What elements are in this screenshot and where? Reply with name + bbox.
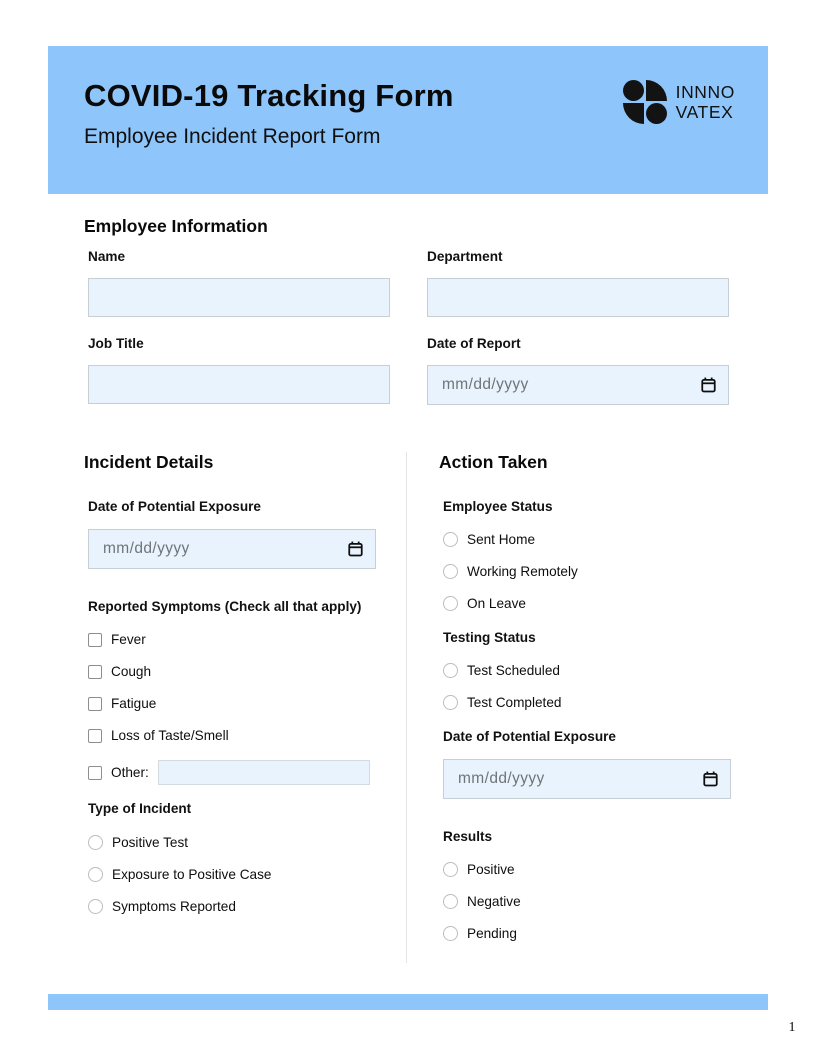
testing-status-label: Testing Status bbox=[443, 630, 536, 645]
testing-status-radio[interactable] bbox=[443, 695, 458, 710]
date-of-report-input[interactable] bbox=[427, 365, 729, 405]
employee-status-radio-group bbox=[443, 532, 731, 611]
department-field-block bbox=[427, 250, 729, 317]
employee-status-radio-row[interactable] bbox=[443, 596, 731, 611]
results-option-label: Positive bbox=[467, 862, 515, 877]
incident-details-heading: Incident Details bbox=[84, 452, 214, 472]
results-radio[interactable] bbox=[443, 862, 458, 877]
employee-information-grid bbox=[88, 250, 729, 405]
symptom-checkbox-row[interactable] bbox=[88, 632, 376, 647]
testing-status-option-label: Test Completed bbox=[467, 695, 562, 710]
results-radio[interactable] bbox=[443, 894, 458, 909]
symptom-checkbox[interactable] bbox=[88, 665, 102, 679]
incident-type-radio[interactable] bbox=[88, 899, 103, 914]
symptom-checkbox-row[interactable] bbox=[88, 664, 376, 679]
date-of-report-field-block bbox=[427, 337, 729, 405]
testing-status-option-label: Test Scheduled bbox=[467, 663, 560, 678]
testing-status-radio-row[interactable] bbox=[443, 663, 731, 678]
incident-type-radio-group bbox=[88, 835, 376, 914]
name-label: Name bbox=[88, 249, 126, 264]
action-taken-heading: Action Taken bbox=[439, 452, 548, 472]
circles-quarters-logo-icon bbox=[623, 80, 667, 124]
type-of-incident-label: Type of Incident bbox=[88, 801, 192, 816]
incident-type-radio-row[interactable] bbox=[88, 867, 376, 882]
other-checkbox[interactable] bbox=[88, 766, 102, 780]
incident-type-label: Exposure to Positive Case bbox=[112, 867, 272, 882]
incident-type-radio[interactable] bbox=[88, 835, 103, 850]
calendar-icon[interactable] bbox=[700, 376, 717, 394]
results-radio-row[interactable] bbox=[443, 926, 731, 941]
symptom-label: Loss of Taste/Smell bbox=[111, 728, 229, 743]
form-subtitle: Employee Incident Report Form bbox=[84, 125, 381, 148]
page-number: 1 bbox=[788, 1019, 796, 1034]
calendar-icon[interactable] bbox=[347, 540, 364, 558]
calendar-icon[interactable] bbox=[702, 770, 719, 788]
incident-type-label: Symptoms Reported bbox=[112, 899, 236, 914]
other-text-input[interactable] bbox=[158, 760, 370, 785]
results-radio-row[interactable] bbox=[443, 894, 731, 909]
symptom-checkbox-row[interactable] bbox=[88, 696, 376, 711]
incident-type-radio-row[interactable] bbox=[88, 899, 376, 914]
form-title: COVID-19 Tracking Form bbox=[84, 78, 454, 113]
incident-type-radio[interactable] bbox=[88, 867, 103, 882]
footer-accent-bar bbox=[48, 994, 768, 1010]
symptom-label: Fatigue bbox=[111, 696, 157, 711]
name-input[interactable] bbox=[88, 278, 390, 317]
employee-status-label: Employee Status bbox=[443, 499, 553, 514]
employee-status-radio-row[interactable] bbox=[443, 564, 731, 579]
employee-information-heading: Employee Information bbox=[84, 216, 268, 236]
incident-type-label: Positive Test bbox=[112, 835, 189, 850]
exposure-date-input[interactable] bbox=[88, 529, 376, 569]
employee-status-radio[interactable] bbox=[443, 596, 458, 611]
results-radio[interactable] bbox=[443, 926, 458, 941]
testing-status-radio-group bbox=[443, 663, 731, 710]
logo-wordmark: INNNO VATEX bbox=[675, 82, 735, 122]
employee-status-option-label: Sent Home bbox=[467, 532, 536, 547]
exposure-date-label: Date of Potential Exposure bbox=[88, 499, 261, 514]
symptoms-label: Reported Symptoms (Check all that apply) bbox=[88, 599, 362, 614]
results-option-label: Negative bbox=[467, 894, 521, 909]
results-radio-group bbox=[443, 862, 731, 941]
action-exposure-date-label: Date of Potential Exposure bbox=[443, 729, 616, 744]
department-label: Department bbox=[427, 249, 503, 264]
date-placeholder: mm/dd/yyyy bbox=[442, 376, 529, 393]
symptom-label: Fever bbox=[111, 632, 146, 647]
symptom-checkbox-row[interactable] bbox=[88, 728, 376, 743]
column-divider bbox=[406, 452, 407, 963]
results-radio-row[interactable] bbox=[443, 862, 731, 877]
symptoms-checkbox-group bbox=[88, 632, 376, 743]
incident-details-section bbox=[84, 452, 376, 931]
employee-status-option-label: Working Remotely bbox=[467, 564, 578, 579]
symptom-checkbox[interactable] bbox=[88, 697, 102, 711]
results-label: Results bbox=[443, 829, 493, 844]
symptom-other-row[interactable] bbox=[88, 760, 376, 785]
form-header bbox=[48, 46, 768, 194]
date-placeholder: mm/dd/yyyy bbox=[103, 540, 190, 557]
other-label: Other: bbox=[111, 765, 149, 780]
date-placeholder: mm/dd/yyyy bbox=[458, 770, 545, 787]
testing-status-radio[interactable] bbox=[443, 663, 458, 678]
symptom-label: Cough bbox=[111, 664, 152, 679]
testing-status-radio-row[interactable] bbox=[443, 695, 731, 710]
job-title-label: Job Title bbox=[88, 336, 144, 351]
symptom-checkbox[interactable] bbox=[88, 633, 102, 647]
job-title-input[interactable] bbox=[88, 365, 390, 404]
employee-status-radio[interactable] bbox=[443, 564, 458, 579]
employee-status-radio[interactable] bbox=[443, 532, 458, 547]
results-option-label: Pending bbox=[467, 926, 517, 941]
company-logo bbox=[623, 80, 735, 124]
symptom-checkbox[interactable] bbox=[88, 729, 102, 743]
action-exposure-date-input[interactable] bbox=[443, 759, 731, 799]
department-input[interactable] bbox=[427, 278, 729, 317]
action-taken-section bbox=[439, 452, 731, 958]
name-field-block bbox=[88, 250, 390, 317]
employee-status-radio-row[interactable] bbox=[443, 532, 731, 547]
incident-type-radio-row[interactable] bbox=[88, 835, 376, 850]
date-of-report-label: Date of Report bbox=[427, 336, 521, 351]
job-title-field-block bbox=[88, 337, 390, 405]
employee-status-option-label: On Leave bbox=[467, 596, 526, 611]
